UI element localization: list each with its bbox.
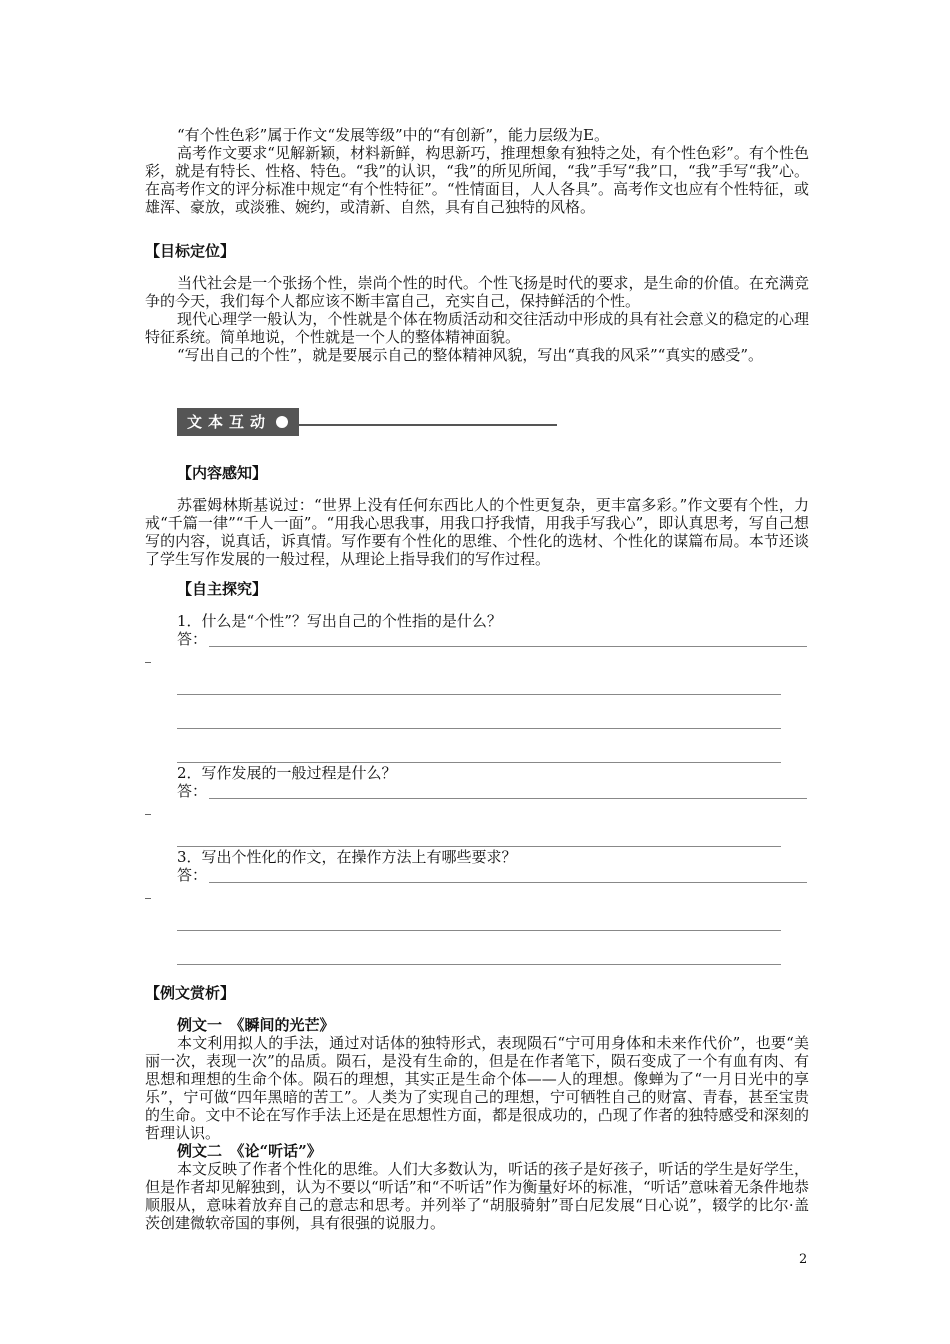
intro-section <box>145 126 809 216</box>
answer-line-1c[interactable] <box>177 728 781 729</box>
page-number: 2 <box>799 1252 808 1267</box>
question-1: 1．什么是“个性”？写出自己的个性指的是什么？ <box>177 612 502 630</box>
continuation-dash-1 <box>145 662 151 663</box>
intro-paragraph-2: 高考作文要求“见解新颖，材料新鲜，构思新巧，推理想象有独特之处，有个性色彩”。有个性色彩，就是有特长、性格、特色。“我”的认识，“我”的所见所闻，“我”手写“我”口，“我”手写“我”心。在高考作文的评分标准中规定“有个性特征”。“性情面目，人人各具”。高考作文也应有个性特征，或雄浑、豪放，或淡雅、婉约，或清新、自然，具有自己独特的风格。 <box>145 144 809 216</box>
answer-label-1: 答： <box>177 630 208 648</box>
answer-line-3b[interactable] <box>177 930 781 931</box>
example-1-title: 例文一 《瞬间的光芒》 <box>177 1016 335 1034</box>
banner-divider <box>299 424 557 426</box>
example-2-title: 例文二 《论“听话”》 <box>177 1142 322 1160</box>
content-paragraph-1: 苏霍姆林斯基说过：“世界上没有任何东西比人的个性更复杂，更丰富多彩。”作文要有个性，力戒“千篇一律”“千人一面”。“用我心思我事，用我口抒我情，用我手写我心”，即认真思考，写自己想写的内容，说真话，诉真情。写作要有个性化的思维、个性化的选材、个性化的谋篇布局。本节还谈了学生写作发展的一般过程，从理论上指导我们的写作过程。 <box>145 496 809 568</box>
answer-line-3a[interactable] <box>209 882 807 883</box>
goal-heading: 【目标定位】 <box>145 242 236 260</box>
banner-label: 文本互动 <box>177 408 299 436</box>
explore-heading: 【自主探究】 <box>177 580 268 598</box>
answer-line-1a[interactable] <box>209 646 807 647</box>
question-3: 3．写出个性化的作文，在操作方法上有哪些要求？ <box>177 848 517 866</box>
example-1-body: 本文利用拟人的手法，通过对话体的独特形式，表现陨石“宁可用身体和未来作代价”，也要“美丽一次，表现一次”的品质。陨石，是没有生命的，但是在作者笔下，陨石变成了一个有血有肉、有思想和理想的生命个体。陨石的理想，其实正是生命个体——人的理想。像蝉为了“一月日光中的享乐”，宁可做“四年黑暗的苦工”。人类为了实现自己的理想，宁可牺牲自己的财富、青春，甚至宝贵的生命。文中不论在写作手法上还是在思想性方面，都是很成功的，凸现了作者的独特感受和深刻的哲理认识。 <box>145 1034 809 1142</box>
continuation-dash-3 <box>145 898 151 899</box>
goal-section <box>145 274 809 364</box>
answer-line-2a[interactable] <box>209 798 807 799</box>
answer-line-1b[interactable] <box>177 694 781 695</box>
content-heading: 【内容感知】 <box>177 464 268 482</box>
answer-row-2 <box>177 782 207 800</box>
goal-paragraph-1: 当代社会是一个张扬个性，崇尚个性的时代。个性飞扬是时代的要求，是生命的价值。在充满竞争的今天，我们每个人都应该不断丰富自己，充实自己，保持鲜活的个性。 <box>145 274 809 310</box>
section-banner <box>177 408 557 436</box>
examples-heading: 【例文赏析】 <box>145 984 236 1002</box>
question-2: 2．写作发展的一般过程是什么？ <box>177 764 397 782</box>
intro-paragraph-1: “有个性色彩”属于作文“发展等级”中的“有创新”，能力层级为E。 <box>177 126 609 144</box>
answer-row-3 <box>177 866 207 884</box>
content-section <box>145 496 809 568</box>
examples-section <box>145 1016 809 1232</box>
example-2-body: 本文反映了作者个性化的思维。人们大多数认为，听话的孩子是好孩子，听话的学生是好学生，但是作者却见解独到，认为不要以“听话”和“不听话”作为衡量好坏的标准，“听话”意味着无条件地恭顺服从，意味着放弃自己的意志和思考。并列举了“胡服骑射”哥白尼发展“日心说”，辍学的比尔·盖茨创建微软帝国的事例，具有很强的说服力。 <box>145 1160 809 1232</box>
answer-label-2: 答： <box>177 782 208 800</box>
goal-paragraph-3: “写出自己的个性”，就是要展示自己的整体精神风貌，写出“真我的风采”“真实的感受”。 <box>177 346 764 364</box>
continuation-dash-2 <box>145 814 151 815</box>
answer-line-2b[interactable] <box>177 846 781 847</box>
answer-line-1d[interactable] <box>177 762 781 763</box>
answer-row-1 <box>177 630 207 648</box>
banner-bullet-icon <box>276 416 288 428</box>
answer-label-3: 答： <box>177 866 208 884</box>
answer-line-3c[interactable] <box>177 964 781 965</box>
goal-paragraph-2: 现代心理学一般认为，个性就是个体在物质活动和交往活动中形成的具有社会意义的稳定的心理特征系统。简单地说，个性就是一个人的整体精神面貌。 <box>145 310 809 346</box>
